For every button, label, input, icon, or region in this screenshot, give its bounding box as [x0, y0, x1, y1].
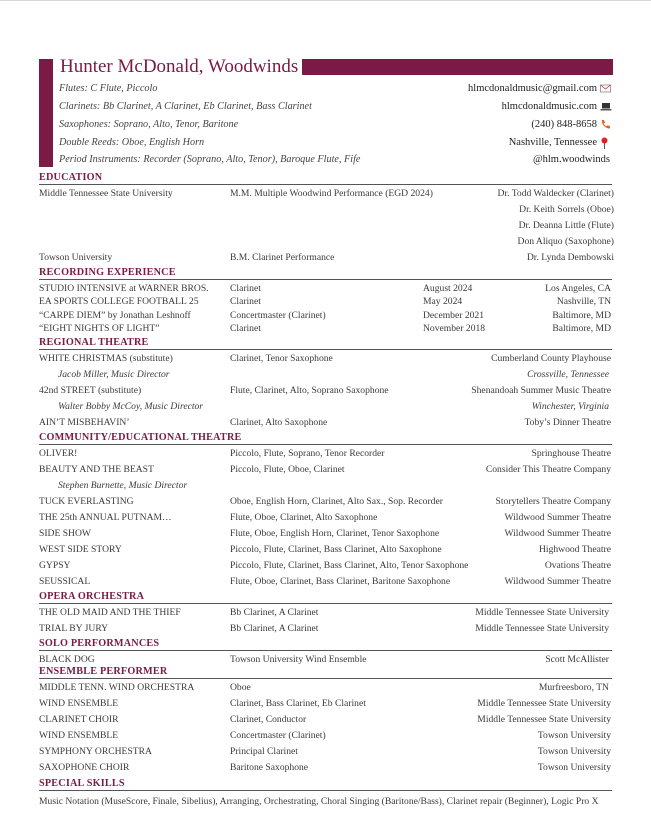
regional-city: Winchester, Virginia: [531, 401, 609, 412]
edu-school: Middle Tennessee State University: [39, 188, 173, 199]
community-venue: Ovations Theatre: [544, 560, 611, 571]
recording-location: Los Angeles, CA: [545, 283, 611, 294]
contact-social[interactable]: @hlm.woodwinds: [532, 154, 610, 165]
section-solo-title: SOLO PERFORMANCES: [39, 638, 612, 651]
community-book: Flute, Oboe, Clarinet, Alto Saxophone: [230, 512, 378, 523]
ensemble-role: Clarinet, Conductor: [230, 714, 307, 725]
ensemble-role: Principal Clarinet: [230, 746, 298, 757]
community-show: GYPSY: [39, 560, 71, 571]
ensemble-venue: Middle Tennessee State University: [477, 698, 611, 709]
opera-role: Bb Clarinet, A Clarinet: [230, 607, 319, 618]
recording-location: Baltimore, MD: [552, 310, 611, 321]
community-venue: Storytellers Theatre Company: [495, 496, 611, 507]
community-venue: Springhouse Theatre: [531, 448, 611, 459]
edu-teacher: Don Aliquo (Saxophone): [517, 236, 614, 247]
regional-venue: Toby’s Dinner Theatre: [524, 417, 611, 428]
community-book: Piccolo, Flute, Soprano, Tenor Recorder: [230, 448, 385, 459]
ensemble-group: CLARINET CHOIR: [39, 714, 119, 725]
community-show: OLIVER!: [39, 448, 78, 459]
recording-project: “EIGHT NIGHTS OF LIGHT”: [39, 323, 160, 334]
section-education-title: EDUCATION: [39, 172, 612, 185]
contact-email[interactable]: hlmcdonaldmusic@gmail.com: [468, 83, 611, 94]
ensemble-role: Concertmaster (Clarinet): [230, 730, 326, 741]
solo-work: BLACK DOG: [39, 654, 95, 665]
envelope-icon: [600, 83, 611, 94]
contact-phone[interactable]: (240) 848-8658: [531, 119, 611, 130]
regional-director: Jacob Miller, Music Director: [58, 369, 170, 380]
edu-degree: B.M. Clarinet Performance: [230, 252, 335, 263]
regional-show: AIN’T MISBEHAVIN’: [39, 417, 130, 428]
recording-date: May 2024: [423, 296, 463, 307]
edu-school: Towson University: [39, 252, 113, 263]
community-venue: Consider This Theatre Company: [485, 464, 611, 475]
ensemble-group: MIDDLE TENN. WIND ORCHESTRA: [39, 682, 195, 693]
solo-role: Towson University Wind Ensemble: [230, 654, 367, 665]
edu-degree: M.M. Multiple Woodwind Performance (EGD 2024): [230, 188, 433, 199]
instrument-line: Saxophones: Soprano, Alto, Tenor, Baritone: [59, 119, 239, 130]
instrument-line: Period Instruments: Recorder (Soprano, Alto, Tenor), Baroque Flute, Fife: [59, 154, 361, 165]
recording-role: Clarinet: [230, 323, 261, 334]
solo-composer: Scott McAllister: [545, 654, 609, 665]
regional-book: Clarinet, Alto Saxophone: [230, 417, 328, 428]
community-show: BEAUTY AND THE BEAST: [39, 464, 154, 475]
community-show: SIDE SHOW: [39, 528, 91, 539]
resume-name: Hunter McDonald, Woodwinds: [60, 56, 299, 77]
edu-teacher: Dr. Keith Sorrels (Oboe): [519, 204, 614, 215]
community-show: TUCK EVERLASTING: [39, 496, 134, 507]
opera-venue: Middle Tennessee State University: [475, 623, 609, 634]
top-border: [0, 0, 651, 1]
ensemble-venue: Murfreesboro, TN: [538, 682, 609, 693]
opera-role: Bb Clarinet, A Clarinet: [230, 623, 319, 634]
community-show: SEUSSICAL: [39, 576, 91, 587]
recording-role: Clarinet: [230, 283, 261, 294]
recording-date: December 2021: [423, 310, 485, 321]
community-director: Stephen Burnette, Music Director: [58, 480, 188, 491]
regional-city: Crossville, Tennessee: [527, 369, 609, 380]
ensemble-role: Clarinet, Bass Clarinet, Eb Clarinet: [230, 698, 366, 709]
instrument-line: Double Reeds: Oboe, English Horn: [59, 137, 205, 148]
ensemble-role: Baritone Saxophone: [230, 762, 309, 773]
opera-work: THE OLD MAID AND THE THIEF: [39, 607, 181, 618]
community-book: Flute, Oboe, Clarinet, Bass Clarinet, Baritone Saxophone: [230, 576, 451, 587]
section-ensemble-title: ENSEMBLE PERFORMER: [39, 666, 612, 679]
skills-text: Music Notation (MuseScore, Finale, Sibelius), Arranging, Orchestrating, Choral Singing (Baritone/Bass), Clarinet repair (Beginner), Logic Pro X: [39, 796, 599, 807]
ensemble-venue: Towson University: [537, 762, 611, 773]
community-book: Piccolo, Flute, Oboe, Clarinet: [230, 464, 345, 475]
recording-project: EA SPORTS COLLEGE FOOTBALL 25: [39, 296, 199, 307]
community-book: Piccolo, Flute, Clarinet, Bass Clarinet, Alto, Tenor Saxophone: [230, 560, 469, 571]
ensemble-venue: Middle Tennessee State University: [477, 714, 611, 725]
ensemble-group: WIND ENSEMBLE: [39, 698, 119, 709]
phone-icon: [600, 119, 611, 130]
ensemble-venue: Towson University: [537, 746, 611, 757]
community-show: THE 25th ANNUAL PUTNAM…: [39, 512, 172, 523]
section-regional-title: REGIONAL THEATRE: [39, 337, 612, 350]
community-venue: Highwood Theatre: [538, 544, 611, 555]
community-book: Piccolo, Flute, Clarinet, Bass Clarinet, Alto Saxophone: [230, 544, 442, 555]
opera-work: TRIAL BY JURY: [39, 623, 109, 634]
ensemble-group: SAXOPHONE CHOIR: [39, 762, 130, 773]
recording-project: STUDIO INTENSIVE at WARNER BROS.: [39, 283, 209, 294]
community-venue: Wildwood Summer Theatre: [504, 528, 611, 539]
community-book: Flute, Oboe, English Horn, Clarinet, Tenor Saxophone: [230, 528, 440, 539]
community-book: Oboe, English Horn, Clarinet, Alto Sax., Sop. Recorder: [230, 496, 443, 507]
opera-venue: Middle Tennessee State University: [475, 607, 609, 618]
ensemble-venue: Towson University: [537, 730, 611, 741]
community-venue: Wildwood Summer Theatre: [504, 512, 611, 523]
ensemble-group: WIND ENSEMBLE: [39, 730, 119, 741]
regional-book: Flute, Clarinet, Alto, Soprano Saxophone: [230, 385, 389, 396]
regional-show: WHITE CHRISTMAS (substitute): [39, 353, 173, 364]
section-recording-title: RECORDING EXPERIENCE: [39, 267, 612, 280]
accent-bar-horizontal: [302, 59, 613, 75]
recording-location: Baltimore, MD: [552, 323, 611, 334]
section-skills-title: SPECIAL SKILLS: [39, 778, 612, 791]
accent-bar-vertical: [39, 59, 53, 167]
regional-book: Clarinet, Tenor Saxophone: [230, 353, 333, 364]
recording-location: Nashville, TN: [556, 296, 611, 307]
instrument-line: Clarinets: Bb Clarinet, A Clarinet, Eb Clarinet, Bass Clarinet: [59, 101, 312, 112]
regional-director: Walter Bobby McCoy, Music Director: [58, 401, 204, 412]
laptop-icon: [600, 101, 611, 112]
section-opera-title: OPERA ORCHESTRA: [39, 591, 612, 604]
recording-date: November 2018: [423, 323, 486, 334]
contact-website[interactable]: hlmcdonaldmusic.com: [502, 101, 611, 112]
ensemble-group: SYMPHONY ORCHESTRA: [39, 746, 152, 757]
recording-role: Clarinet: [230, 296, 261, 307]
community-show: WEST SIDE STORY: [39, 544, 122, 555]
edu-teacher: Dr. Todd Waldecker (Clarinet): [497, 188, 614, 199]
recording-project: “CARPE DIEM” by Jonathan Leshnoff: [39, 310, 191, 321]
recording-role: Concertmaster (Clarinet): [230, 310, 326, 321]
regional-venue: Shenandoah Summer Music Theatre: [471, 385, 611, 396]
edu-teacher: Dr. Lynda Dembowski: [526, 252, 614, 263]
instrument-line: Flutes: C Flute, Piccolo: [59, 83, 158, 94]
regional-show: 42nd STREET (substitute): [39, 385, 142, 396]
section-community-title: COMMUNITY/EDUCATIONAL THEATRE: [39, 432, 612, 445]
regional-venue: Cumberland County Playhouse: [491, 353, 611, 364]
community-venue: Wildwood Summer Theatre: [504, 576, 611, 587]
map-pin-icon: [600, 137, 611, 148]
contact-location[interactable]: Nashville, Tennessee: [509, 137, 611, 148]
recording-date: August 2024: [423, 283, 473, 294]
edu-teacher: Dr. Deanna Little (Flute): [518, 220, 614, 231]
ensemble-role: Oboe: [230, 682, 251, 693]
